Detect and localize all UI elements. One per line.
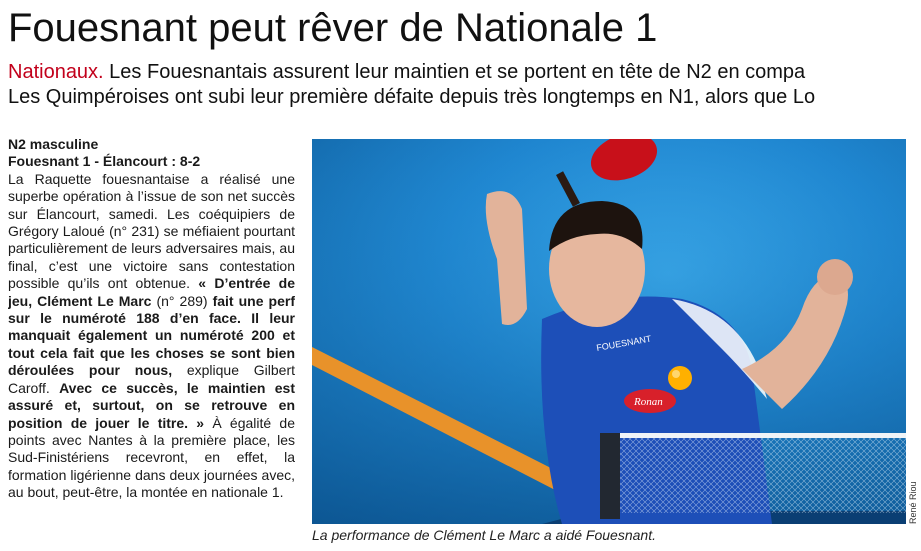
photo [312,139,906,524]
net [600,433,906,519]
photo-credit: René Riou [908,481,918,524]
sponsor-text: Ronan [634,396,663,408]
photo-caption: La performance de Clément Le Marc a aidé Fouesnant. [312,527,656,543]
article-conclusion: À égalité de points avec Nantes à la première place, les Sud-Finistériens recevront, en effet, la formation ligérienne dans deux journées avec, au bout, peut-être, la montée en nationale 1. [8,414,295,501]
lede-kicker: Nationaux. [8,61,104,83]
article-rank-note: (n° 289) [151,292,213,309]
article-attribution: explique Gilbert Caroff. [8,362,295,396]
ball [668,366,692,390]
match-score: Fouesnant 1 - Élancourt : 8-2 [8,153,201,170]
jersey-text: FOUESNANT [595,333,653,353]
lede-line-1-text: Les Fouesnantais assurent leur maintien et se portent en tête de N2 en compa [103,61,806,83]
quote-part-2: fait une perf sur le numéroté 188 d’en face. Il leur manquait également un numéroté 200 et tout cela fait que les choses se sont bien déroulées pour nous, [8,292,295,379]
article-body [8,171,295,502]
section-title: N2 masculine [8,136,99,152]
article-column [8,136,295,551]
article-intro: La Raquette fouesnantaise a réalisé une superbe opération à l’issue de son net succès sur Élancourt, samedi. Les coéquipiers de Grégory Laloué (n° 231) se méfiaient pourtant particulièrement de leurs adversaires mais, au final, c’est une victoire sans contestation possible qu’ils ont obtenue. [8,170,295,292]
headline: Fouesnant peut rêver de Nationale 1 [8,6,658,50]
quote-part-3: Avec ce succès, le maintien est assuré et, surtout, on se retrouve en position de jouer le titre. » [8,379,295,431]
player-fist [817,259,853,295]
lede [8,60,921,110]
quote-part-1: « D’entrée de jeu, Clément Le Marc [8,275,295,309]
lede-line-2: Les Quimpéroises ont subi leur première défaite depuis très longtemps en N1, alors que Lo [8,86,816,108]
lede-line-1 [8,60,921,85]
